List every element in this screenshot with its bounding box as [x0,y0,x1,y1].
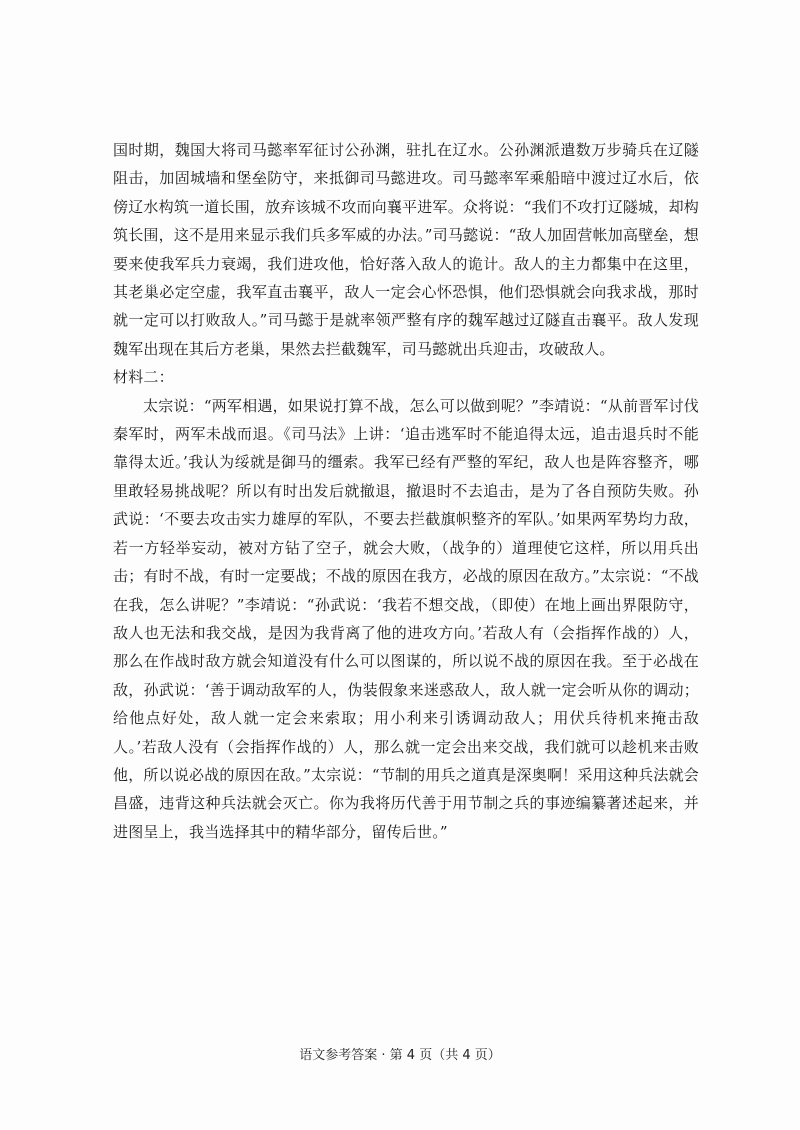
answer-text-body [113,136,699,846]
passage-one-continuation: 国时期，魏国大将司马懿率军征讨公孙渊，驻扎在辽水。公孙渊派遣数万步骑兵在辽隧阻击，加固城墙和堡垒防守，来抵御司马懿进攻。司马懿率军乘船暗中渡过辽水后，依傍辽水构筑一道长围，放弃该城不攻而向襄平进军。众将说：“我们不攻打辽隧城，却构筑长围，这不是用来显示我们兵多军威的办法。”司马懿说：“敌人加固营帐加高壁垒，想要来使我军兵力衰竭，我们进攻他，恰好落入敌人的诡计。敌人的主力都集中在这里，其老巢必定空虚，我军直击襄平，敌人一定会心怀恐惧，他们恐惧就会向我求战，那时就一定可以打败敌人。”司马懿于是就率领严整有序的魏军越过辽隧直击襄平。敌人发现魏军出现在其后方老巢，果然去拦截魏军，司马懿就出兵迎击，攻破敌人。 [113,141,699,358]
page-footer: 语文参考答案 · 第 4 页（共 4 页） [299,1048,501,1063]
material-two-heading: 材料二： [113,368,174,387]
material-two-body: 太宗说：“两军相遇，如果说打算不战，怎么可以做到呢？”李靖说：“从前晋军讨伐秦军时，两军未战而退。《司马法》上讲：‘追击逃军时不能追得太远，追击退兵时不能靠得太近。’我认为绥就是御马的缰索。我军已经有严整的军纪，敌人也是阵容整齐，哪里敢轻易挑战呢？所以有时出发后就撤退，撤退时不去追击，是为了各自预防失败。孙武说：‘不要去攻击实力雄厚的军队，不要去拦截旗帜整齐的军队。’如果两军势均力敌，若一方轻举妄动，被对方钻了空子，就会大败，（战争的）道理使它这样，所以用兵出击；有时不战，有时一定要战；不战的原因在我方，必战的原因在敌方。”太宗说：“不战在我，怎么讲呢？”李靖说：“孙武说：‘我若不想交战，（即使）在地上画出界限防守，敌人也无法和我交战，是因为我背离了他的进攻方向。’若敌人有（会指挥作战的）人，那么在作战时敌方就会知道没有什么可以图谋的，所以说不战的原因在我。至于必战在敌，孙武说：‘善于调动敌军的人，伪装假象来迷惑敌人，敌人就一定会听从你的调动；给他点好处，敌人就一定会来索取；用小利来引诱调动敌人；用伏兵待机来掩击敌人。’若敌人没有（会指挥作战的）人，那么就一定会出来交战，我们就可以趁机来击败他，所以说必战的原因在敌。”太宗说：“节制的用兵之道真是深奥啊！采用这种兵法就会昌盛，违背这种兵法就会灭亡。你为我将历代善于用节制之兵的事迹编纂著述起来，并进图呈上，我当选择其中的精华部分，留传后世。” [113,396,699,841]
